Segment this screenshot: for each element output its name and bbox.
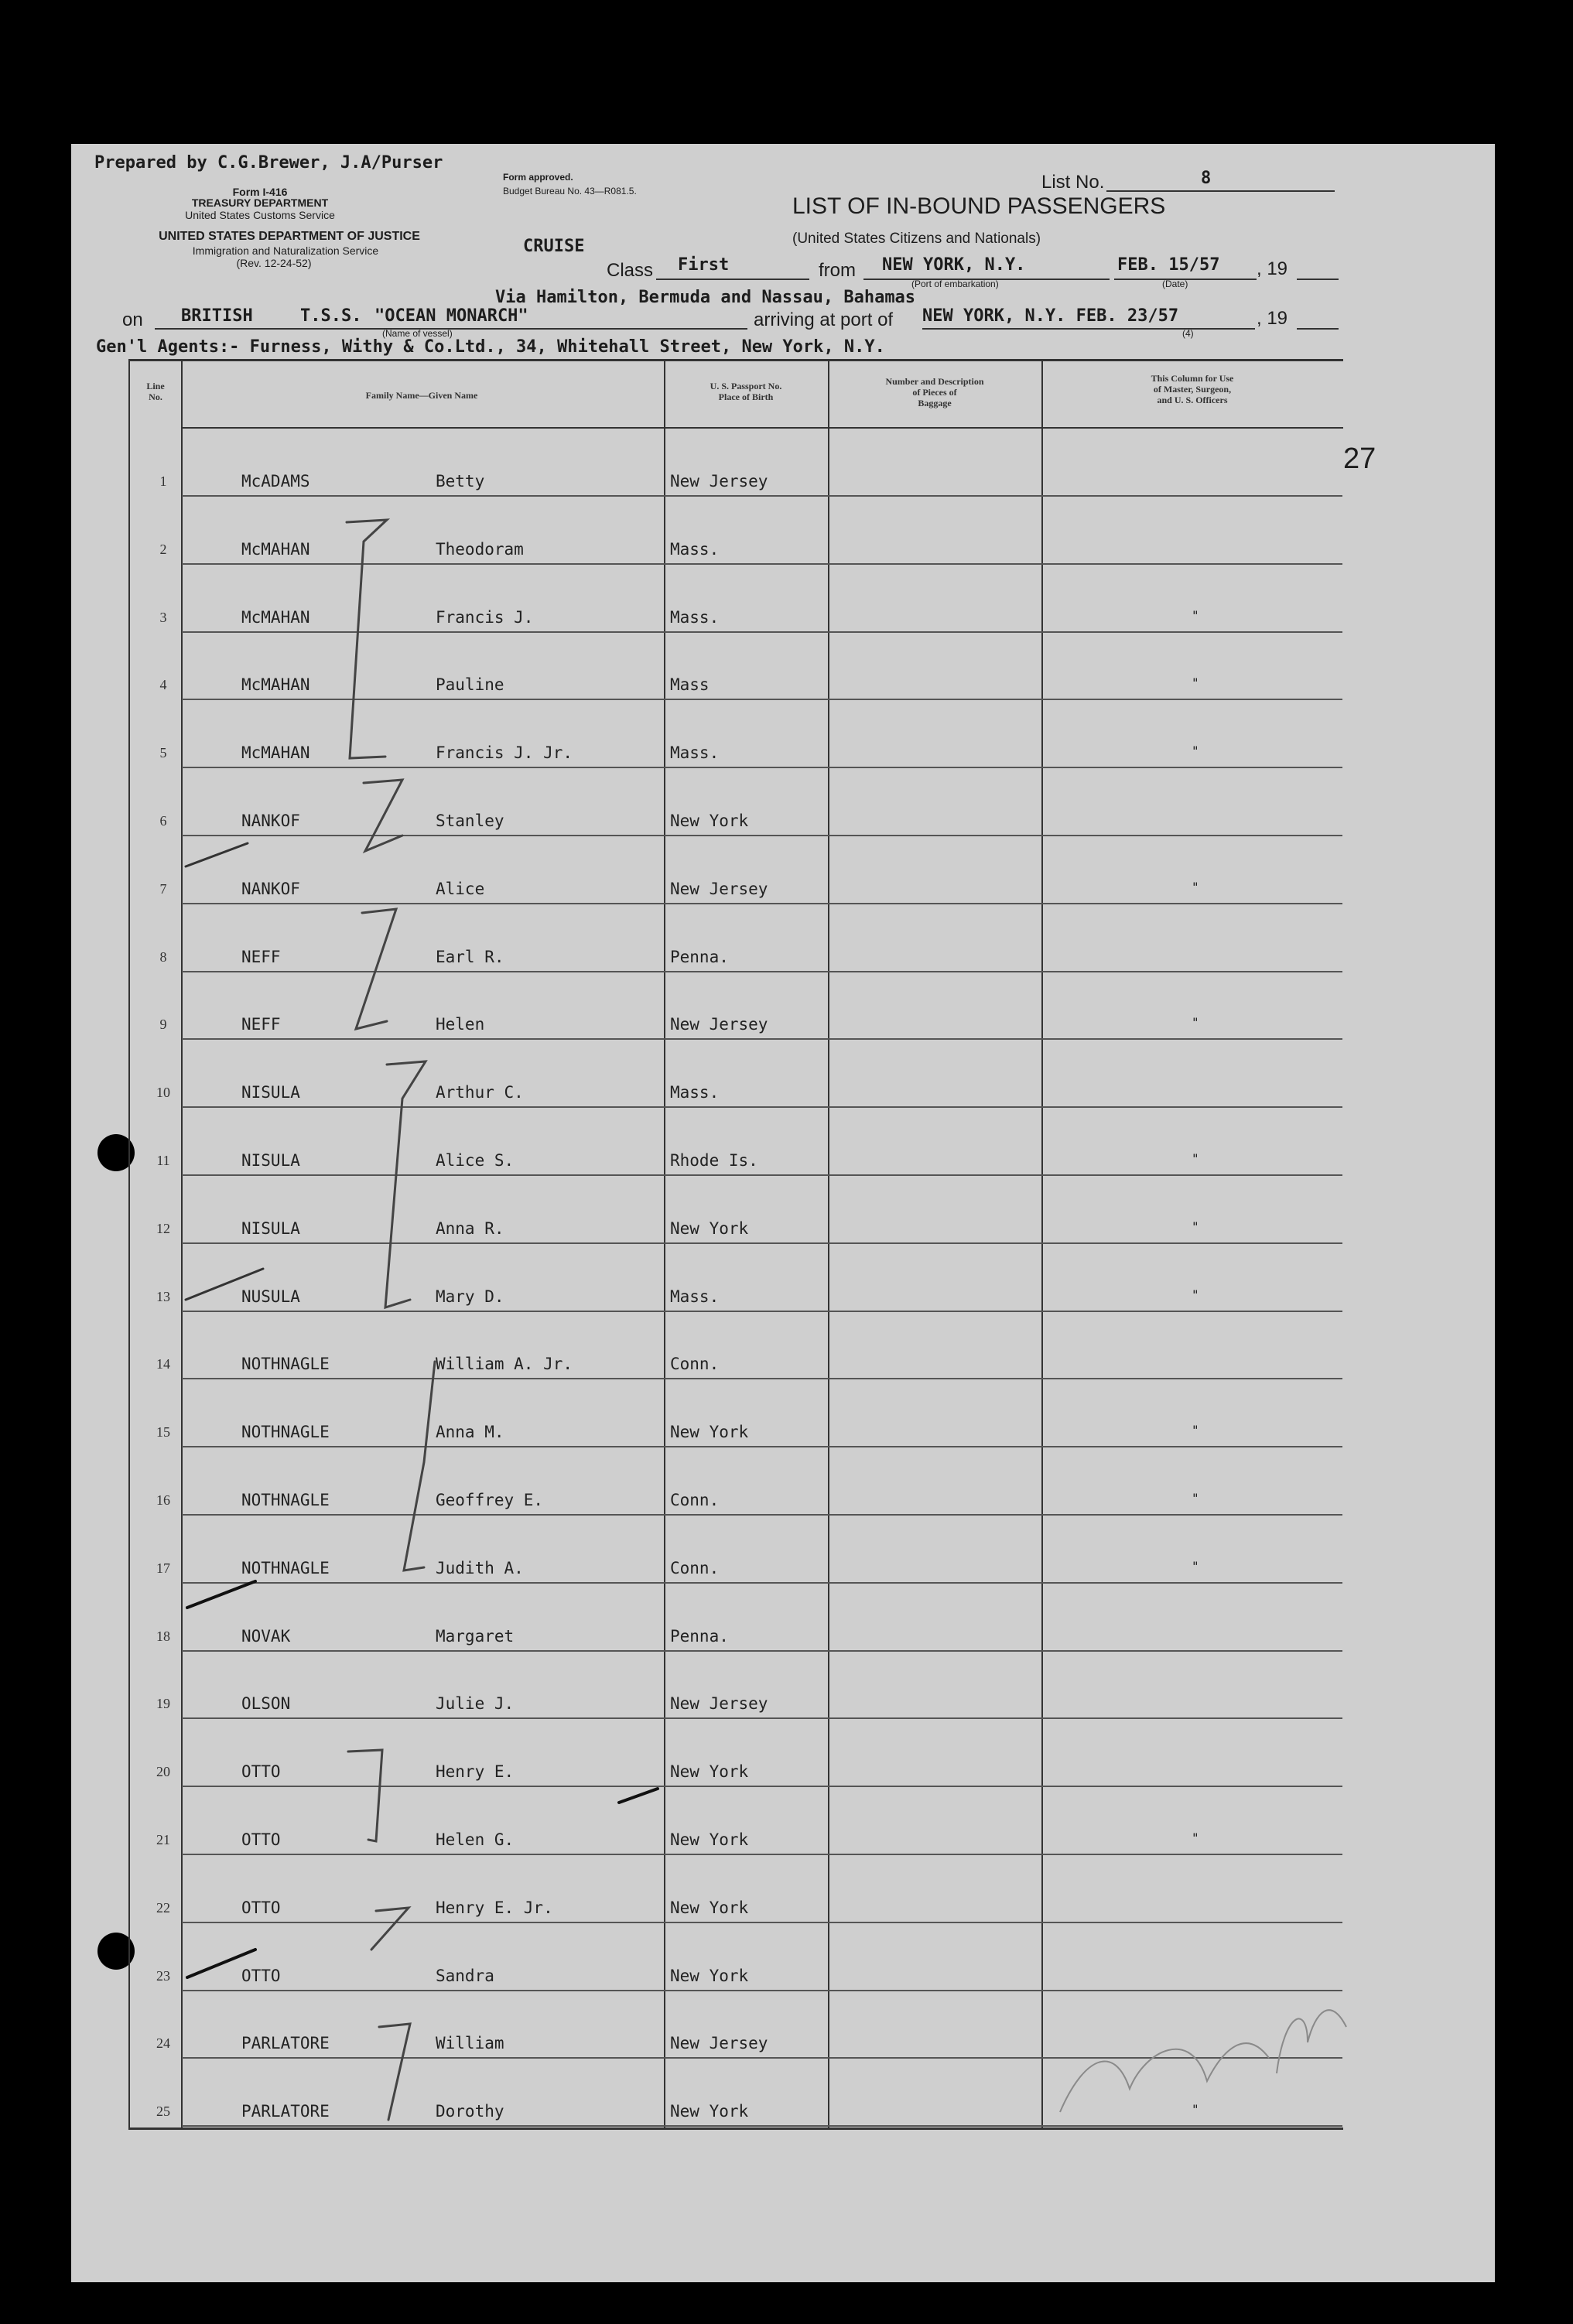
place-of-birth: New York bbox=[670, 1830, 749, 1849]
ditto-mark: " bbox=[1192, 1559, 1199, 1574]
line-number: 4 bbox=[159, 677, 167, 692]
col-passport-1: U. S. Passport No. bbox=[710, 381, 782, 391]
ditto-mark: " bbox=[1192, 675, 1199, 690]
given-name: Judith A. bbox=[436, 1559, 524, 1577]
treasury-department: TREASURY DEPARTMENT bbox=[191, 197, 329, 209]
given-name: Mary D. bbox=[436, 1287, 504, 1306]
place-of-birth: Conn. bbox=[670, 1491, 720, 1509]
place-of-birth: Mass. bbox=[670, 743, 720, 762]
place-of-birth: New Jersey bbox=[670, 472, 768, 490]
line-number: 10 bbox=[156, 1085, 170, 1100]
year-prefix-1: , 19 bbox=[1257, 258, 1288, 279]
family-name: McMAHAN bbox=[241, 540, 310, 559]
class-label: Class bbox=[607, 260, 654, 281]
given-name: Helen bbox=[436, 1015, 485, 1034]
given-name: William A. Jr. bbox=[436, 1355, 573, 1373]
family-name: NANKOF bbox=[241, 880, 300, 898]
place-of-birth: Conn. bbox=[670, 1559, 720, 1577]
line-number: 14 bbox=[156, 1356, 170, 1372]
place-of-birth: Conn. bbox=[670, 1355, 720, 1373]
place-of-birth: Mass. bbox=[670, 608, 720, 627]
place-of-birth: New Jersey bbox=[670, 1694, 768, 1713]
line-number: 15 bbox=[156, 1424, 170, 1440]
given-name: Henry E. Jr. bbox=[436, 1899, 553, 1917]
vessel-note: (Name of vessel) bbox=[382, 328, 453, 339]
given-name: Margaret bbox=[436, 1627, 515, 1646]
family-name: PARLATORE bbox=[241, 2102, 330, 2121]
line-number: 9 bbox=[159, 1017, 167, 1032]
given-name: Betty bbox=[436, 472, 485, 490]
form-number: Form I-416 bbox=[232, 186, 288, 198]
ditto-mark: " bbox=[1192, 1830, 1199, 1845]
line-number: 1 bbox=[159, 473, 167, 489]
family-name: NISULA bbox=[241, 1083, 300, 1102]
via-route: Via Hamilton, Bermuda and Nassau, Bahamas bbox=[495, 288, 916, 307]
line-number: 12 bbox=[156, 1221, 170, 1236]
arriving-label: arriving at port of bbox=[754, 309, 894, 330]
family-name: OTTO bbox=[241, 1899, 281, 1917]
given-name: Pauline bbox=[436, 675, 504, 694]
family-name: NOTHNAGLE bbox=[241, 1423, 330, 1441]
family-name: OTTO bbox=[241, 1967, 281, 1985]
family-name: NEFF bbox=[241, 1015, 281, 1034]
cruise-label: CRUISE bbox=[523, 237, 585, 256]
given-name: Francis J. bbox=[436, 608, 534, 627]
given-name: Dorothy bbox=[436, 2102, 504, 2121]
place-of-birth: New York bbox=[670, 2102, 749, 2121]
col-baggage-2: of Pieces of bbox=[912, 387, 957, 398]
family-name: NOTHNAGLE bbox=[241, 1491, 330, 1509]
ditto-mark: " bbox=[1192, 1151, 1199, 1166]
ditto-mark: " bbox=[1192, 608, 1199, 623]
family-name: NISULA bbox=[241, 1219, 300, 1238]
place-of-birth: New York bbox=[670, 1762, 749, 1781]
place-of-birth: Penna. bbox=[670, 948, 729, 966]
place-of-birth: New York bbox=[670, 1219, 749, 1238]
line-number: 21 bbox=[156, 1832, 170, 1847]
date-note: (Date) bbox=[1162, 279, 1188, 289]
ditto-mark: " bbox=[1192, 1491, 1199, 1505]
line-number: 3 bbox=[159, 610, 167, 625]
line-number: 17 bbox=[156, 1560, 170, 1576]
page-number: 27 bbox=[1343, 443, 1376, 475]
col-name: Family Name—Given Name bbox=[365, 390, 478, 401]
given-name: William bbox=[436, 2034, 504, 2052]
given-name: Anna R. bbox=[436, 1219, 504, 1238]
line-number: 8 bbox=[159, 949, 167, 965]
line-number: 20 bbox=[156, 1764, 170, 1779]
line-number: 2 bbox=[159, 542, 167, 557]
vessel-nationality: BRITISH bbox=[181, 306, 253, 326]
general-agents: Gen'l Agents:- Furness, Withy & Co.Ltd., 34, Whitehall Street, New York, N.Y. bbox=[96, 337, 885, 357]
given-name: Theodoram bbox=[436, 540, 524, 559]
given-name: Helen G. bbox=[436, 1830, 515, 1849]
ditto-mark: " bbox=[1192, 1287, 1199, 1302]
line-number: 25 bbox=[156, 2104, 170, 2119]
family-name: McMAHAN bbox=[241, 743, 310, 762]
form-revision: (Rev. 12-24-52) bbox=[236, 257, 312, 269]
place-of-birth: Mass. bbox=[670, 540, 720, 559]
line-number: 5 bbox=[159, 745, 167, 760]
given-name: Julie J. bbox=[436, 1694, 515, 1713]
family-name: OTTO bbox=[241, 1830, 281, 1849]
form-subtitle: (United States Citizens and Nationals) bbox=[792, 231, 1041, 247]
vessel-type: T.S.S. bbox=[300, 306, 362, 326]
col4-note: (4) bbox=[1182, 328, 1194, 339]
col-baggage-1: Number and Description bbox=[885, 376, 984, 387]
line-number: 13 bbox=[156, 1289, 170, 1304]
on-label: on bbox=[122, 309, 143, 330]
ditto-mark: " bbox=[1192, 1219, 1199, 1234]
col-officers-3: and U. S. Officers bbox=[1157, 395, 1228, 405]
ditto-mark: " bbox=[1192, 2102, 1199, 2117]
col-line-no-2: No. bbox=[149, 391, 162, 402]
line-number: 18 bbox=[156, 1629, 170, 1644]
place-of-birth: New York bbox=[670, 1967, 749, 1985]
given-name: Sandra bbox=[436, 1967, 494, 1985]
immigration-service: Immigration and Naturalization Service bbox=[192, 244, 379, 257]
line-number: 23 bbox=[156, 1968, 170, 1984]
family-name: McMAHAN bbox=[241, 608, 310, 627]
family-name: NEFF bbox=[241, 948, 281, 966]
given-name: Alice S. bbox=[436, 1151, 515, 1170]
ditto-mark: " bbox=[1192, 1015, 1199, 1030]
form-title: LIST OF IN-BOUND PASSENGERS bbox=[792, 193, 1166, 219]
place-of-birth: New Jersey bbox=[670, 880, 768, 898]
budget-bureau: Budget Bureau No. 43—R081.5. bbox=[503, 186, 637, 197]
family-name: NUSULA bbox=[241, 1287, 300, 1306]
col-officers-1: This Column for Use bbox=[1151, 373, 1234, 384]
ditto-mark: " bbox=[1192, 880, 1199, 894]
form-approved: Form approved. bbox=[503, 172, 573, 183]
given-name: Arthur C. bbox=[436, 1083, 524, 1102]
place-of-birth: Mass bbox=[670, 675, 710, 694]
family-name: OLSON bbox=[241, 1694, 291, 1713]
family-name: OTTO bbox=[241, 1762, 281, 1781]
list-no-label: List No. bbox=[1041, 172, 1105, 193]
from-date: FEB. 15/57 bbox=[1117, 255, 1220, 275]
place-of-birth: Mass. bbox=[670, 1083, 720, 1102]
place-of-birth: Mass. bbox=[670, 1287, 720, 1306]
line-number: 6 bbox=[159, 813, 167, 829]
arrival-port-date: NEW YORK, N.Y. FEB. 23/57 bbox=[922, 306, 1179, 326]
ditto-mark: " bbox=[1192, 1423, 1199, 1437]
line-number: 19 bbox=[156, 1696, 170, 1711]
from-label: from bbox=[819, 260, 856, 281]
port-embarkation-note: (Port of embarkation) bbox=[911, 279, 999, 289]
col-line-no-1: Line bbox=[146, 381, 165, 391]
place-of-birth: New Jersey bbox=[670, 1015, 768, 1034]
line-number: 16 bbox=[156, 1492, 170, 1508]
given-name: Henry E. bbox=[436, 1762, 515, 1781]
ditto-mark: " bbox=[1192, 743, 1199, 758]
given-name: Earl R. bbox=[436, 948, 504, 966]
class-value: First bbox=[678, 255, 730, 275]
given-name: Geoffrey E. bbox=[436, 1491, 544, 1509]
line-number: 11 bbox=[156, 1153, 170, 1168]
family-name: NOTHNAGLE bbox=[241, 1559, 330, 1577]
given-name: Alice bbox=[436, 880, 485, 898]
given-name: Anna M. bbox=[436, 1423, 504, 1441]
place-of-birth: New York bbox=[670, 812, 749, 830]
place-of-birth: Rhode Is. bbox=[670, 1151, 758, 1170]
family-name: PARLATORE bbox=[241, 2034, 330, 2052]
family-name: NOVAK bbox=[241, 1627, 291, 1646]
given-name: Francis J. Jr. bbox=[436, 743, 573, 762]
family-name: McADAMS bbox=[241, 472, 310, 490]
vessel-name: "OCEAN MONARCH" bbox=[374, 306, 528, 326]
col-officers-2: of Master, Surgeon, bbox=[1153, 384, 1232, 395]
line-number: 22 bbox=[156, 1900, 170, 1916]
given-name: Stanley bbox=[436, 812, 504, 830]
list-no-value: 8 bbox=[1201, 169, 1212, 188]
family-name: NOTHNAGLE bbox=[241, 1355, 330, 1373]
year-prefix-2: , 19 bbox=[1257, 308, 1288, 329]
from-port: NEW YORK, N.Y. bbox=[882, 255, 1026, 275]
col-passport-2: Place of Birth bbox=[718, 391, 774, 402]
place-of-birth: New Jersey bbox=[670, 2034, 768, 2052]
customs-service: United States Customs Service bbox=[185, 209, 335, 221]
prepared-by: Prepared by C.G.Brewer, J.A/Purser bbox=[94, 153, 443, 173]
col-baggage-3: Baggage bbox=[918, 398, 952, 408]
family-name: McMAHAN bbox=[241, 675, 310, 694]
justice-department: UNITED STATES DEPARTMENT OF JUSTICE bbox=[159, 230, 420, 243]
line-number: 7 bbox=[159, 881, 167, 897]
family-name: NISULA bbox=[241, 1151, 300, 1170]
place-of-birth: Penna. bbox=[670, 1627, 729, 1646]
place-of-birth: New York bbox=[670, 1899, 749, 1917]
family-name: NANKOF bbox=[241, 812, 300, 830]
place-of-birth: New York bbox=[670, 1423, 749, 1441]
line-number: 24 bbox=[156, 2035, 170, 2051]
